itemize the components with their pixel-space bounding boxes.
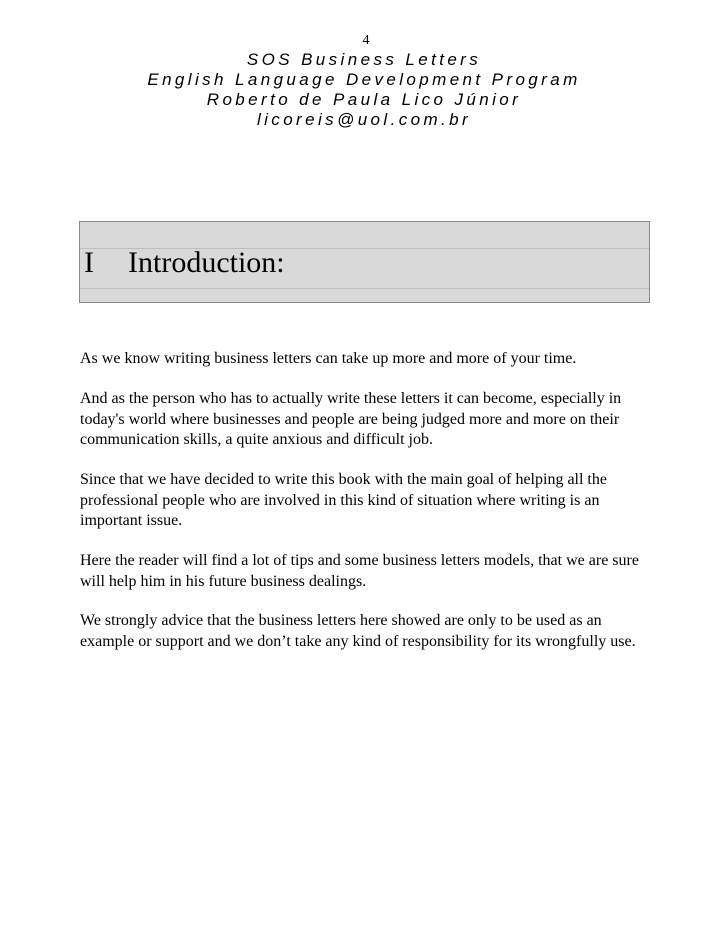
section-title: Introduction: xyxy=(128,246,285,279)
section-number: I xyxy=(84,246,94,279)
paragraph: As we know writing business letters can take up more and more of your time. xyxy=(80,350,577,367)
section-heading xyxy=(84,246,285,280)
page-number: 4 xyxy=(362,33,370,48)
box-rule-bottom xyxy=(80,288,649,289)
author-name: Roberto de Paula Lico Júnior xyxy=(206,90,522,109)
paragraph: Here the reader will find a lot of tips and some business letters models, that we are sure will help him in his future business dealings. xyxy=(80,552,639,590)
program-name: English Language Development Program xyxy=(147,70,581,89)
paragraph: And as the person who has to actually write these letters it can become, especially in today's world where businesses and people are being judged more and more on their communication skills, a quite anxious and difficult job. xyxy=(80,390,622,448)
paragraph: Since that we have decided to write this book with the main goal of helping all the professional people who are involved in this kind of situation where writing is an important issue. xyxy=(80,471,607,529)
document-title: SOS Business Letters xyxy=(246,50,482,69)
author-email: licoreis@uol.com.br xyxy=(256,110,472,129)
paragraph: We strongly advice that the business letters here showed are only to be used as an example or support and we don’t take any kind of responsibility for its wrongfully use. xyxy=(80,612,636,650)
